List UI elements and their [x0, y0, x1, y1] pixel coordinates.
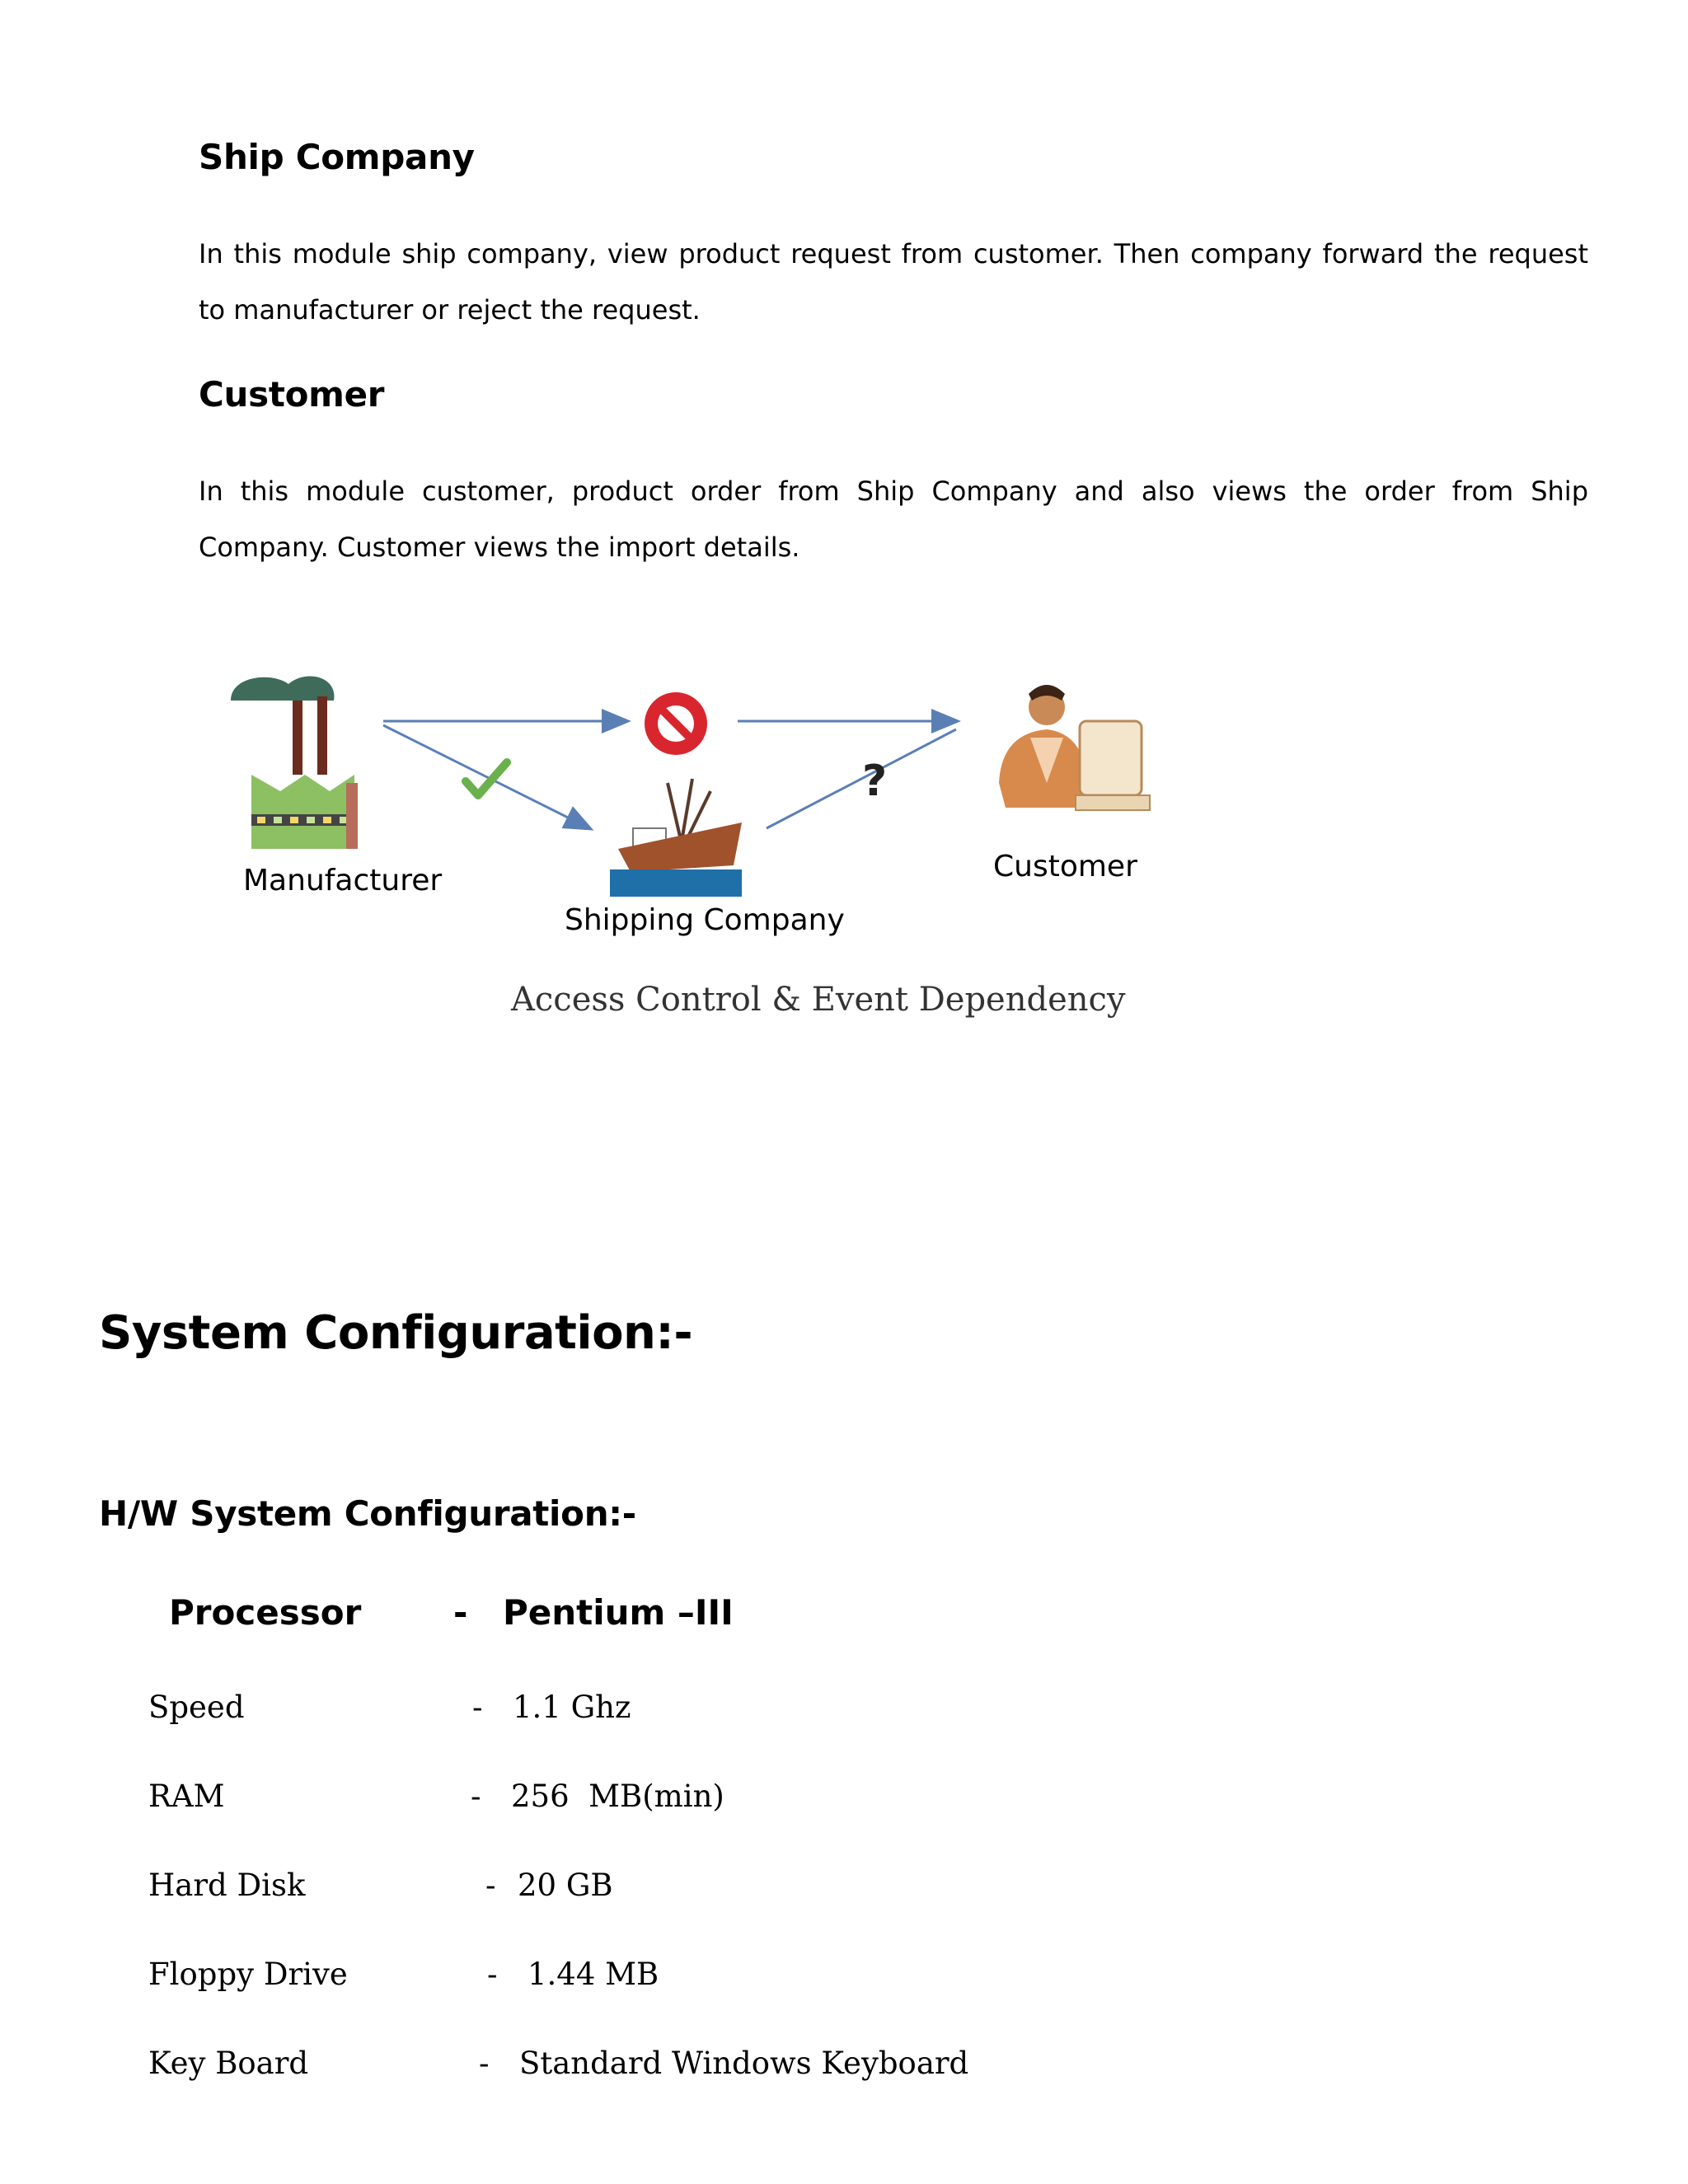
access-control-diagram	[206, 659, 1179, 1055]
hw-dash-floppy-drive: -	[487, 1957, 498, 1992]
section-paragraph-ship-company: In this module ship company, view product request from customer. Then company forward the request to manufacturer or reject the request.	[199, 238, 1588, 326]
hw-dash-processor: -	[453, 1592, 468, 1633]
hw-dash-speed: -	[472, 1690, 483, 1725]
hw-label-floppy-drive: Floppy Drive	[148, 1957, 348, 1992]
hw-label-ram: RAM	[148, 1779, 225, 1814]
block-icon	[645, 692, 707, 755]
manufacturer-label: Manufacturer	[243, 864, 443, 898]
hw-value-key-board: Standard Windows Keyboard	[519, 2046, 969, 2081]
section-paragraph-customer: In this module customer, product order from Ship Company and also views the order from Ship Company. Customer views the import details.	[199, 476, 1588, 563]
hw-label-speed: Speed	[148, 1690, 245, 1725]
manufacturer-to-ship-arrow	[383, 725, 589, 828]
check-icon	[466, 762, 507, 795]
factory-icon	[231, 676, 358, 849]
hw-value-processor: Pentium –III	[503, 1592, 734, 1633]
customer-person-icon	[999, 685, 1150, 810]
section-heading-customer: Customer	[199, 374, 385, 415]
hw-label-hard-disk: Hard Disk	[148, 1868, 306, 1903]
hw-value-speed: 1.1 Ghz	[513, 1690, 631, 1725]
section-heading-ship-company: Ship Company	[199, 137, 475, 177]
hw-label-key-board: Key Board	[148, 2046, 309, 2081]
hw-dash-key-board: -	[479, 2046, 490, 2081]
hw-value-floppy-drive: 1.44 MB	[528, 1957, 659, 1992]
hw-configuration-title: H/W System Configuration:-	[99, 1493, 636, 1534]
customer-label: Customer	[993, 850, 1137, 883]
diagram-caption: Access Control & Event Dependency	[511, 981, 1126, 1019]
question-mark: ?	[862, 757, 888, 806]
system-configuration-title: System Configuration:-	[99, 1306, 693, 1360]
diagram-graphic	[206, 659, 1179, 1005]
hw-dash-hard-disk: -	[485, 1868, 496, 1903]
ship-to-customer-line	[767, 729, 956, 828]
hw-label-processor: Processor	[169, 1592, 362, 1633]
hw-value-ram: 256 MB(min)	[511, 1779, 724, 1814]
shipping-company-label: Shipping Company	[565, 903, 845, 937]
hw-value-hard-disk: 20 GB	[518, 1868, 613, 1903]
hw-dash-ram: -	[471, 1779, 481, 1814]
ship-icon	[610, 779, 742, 897]
